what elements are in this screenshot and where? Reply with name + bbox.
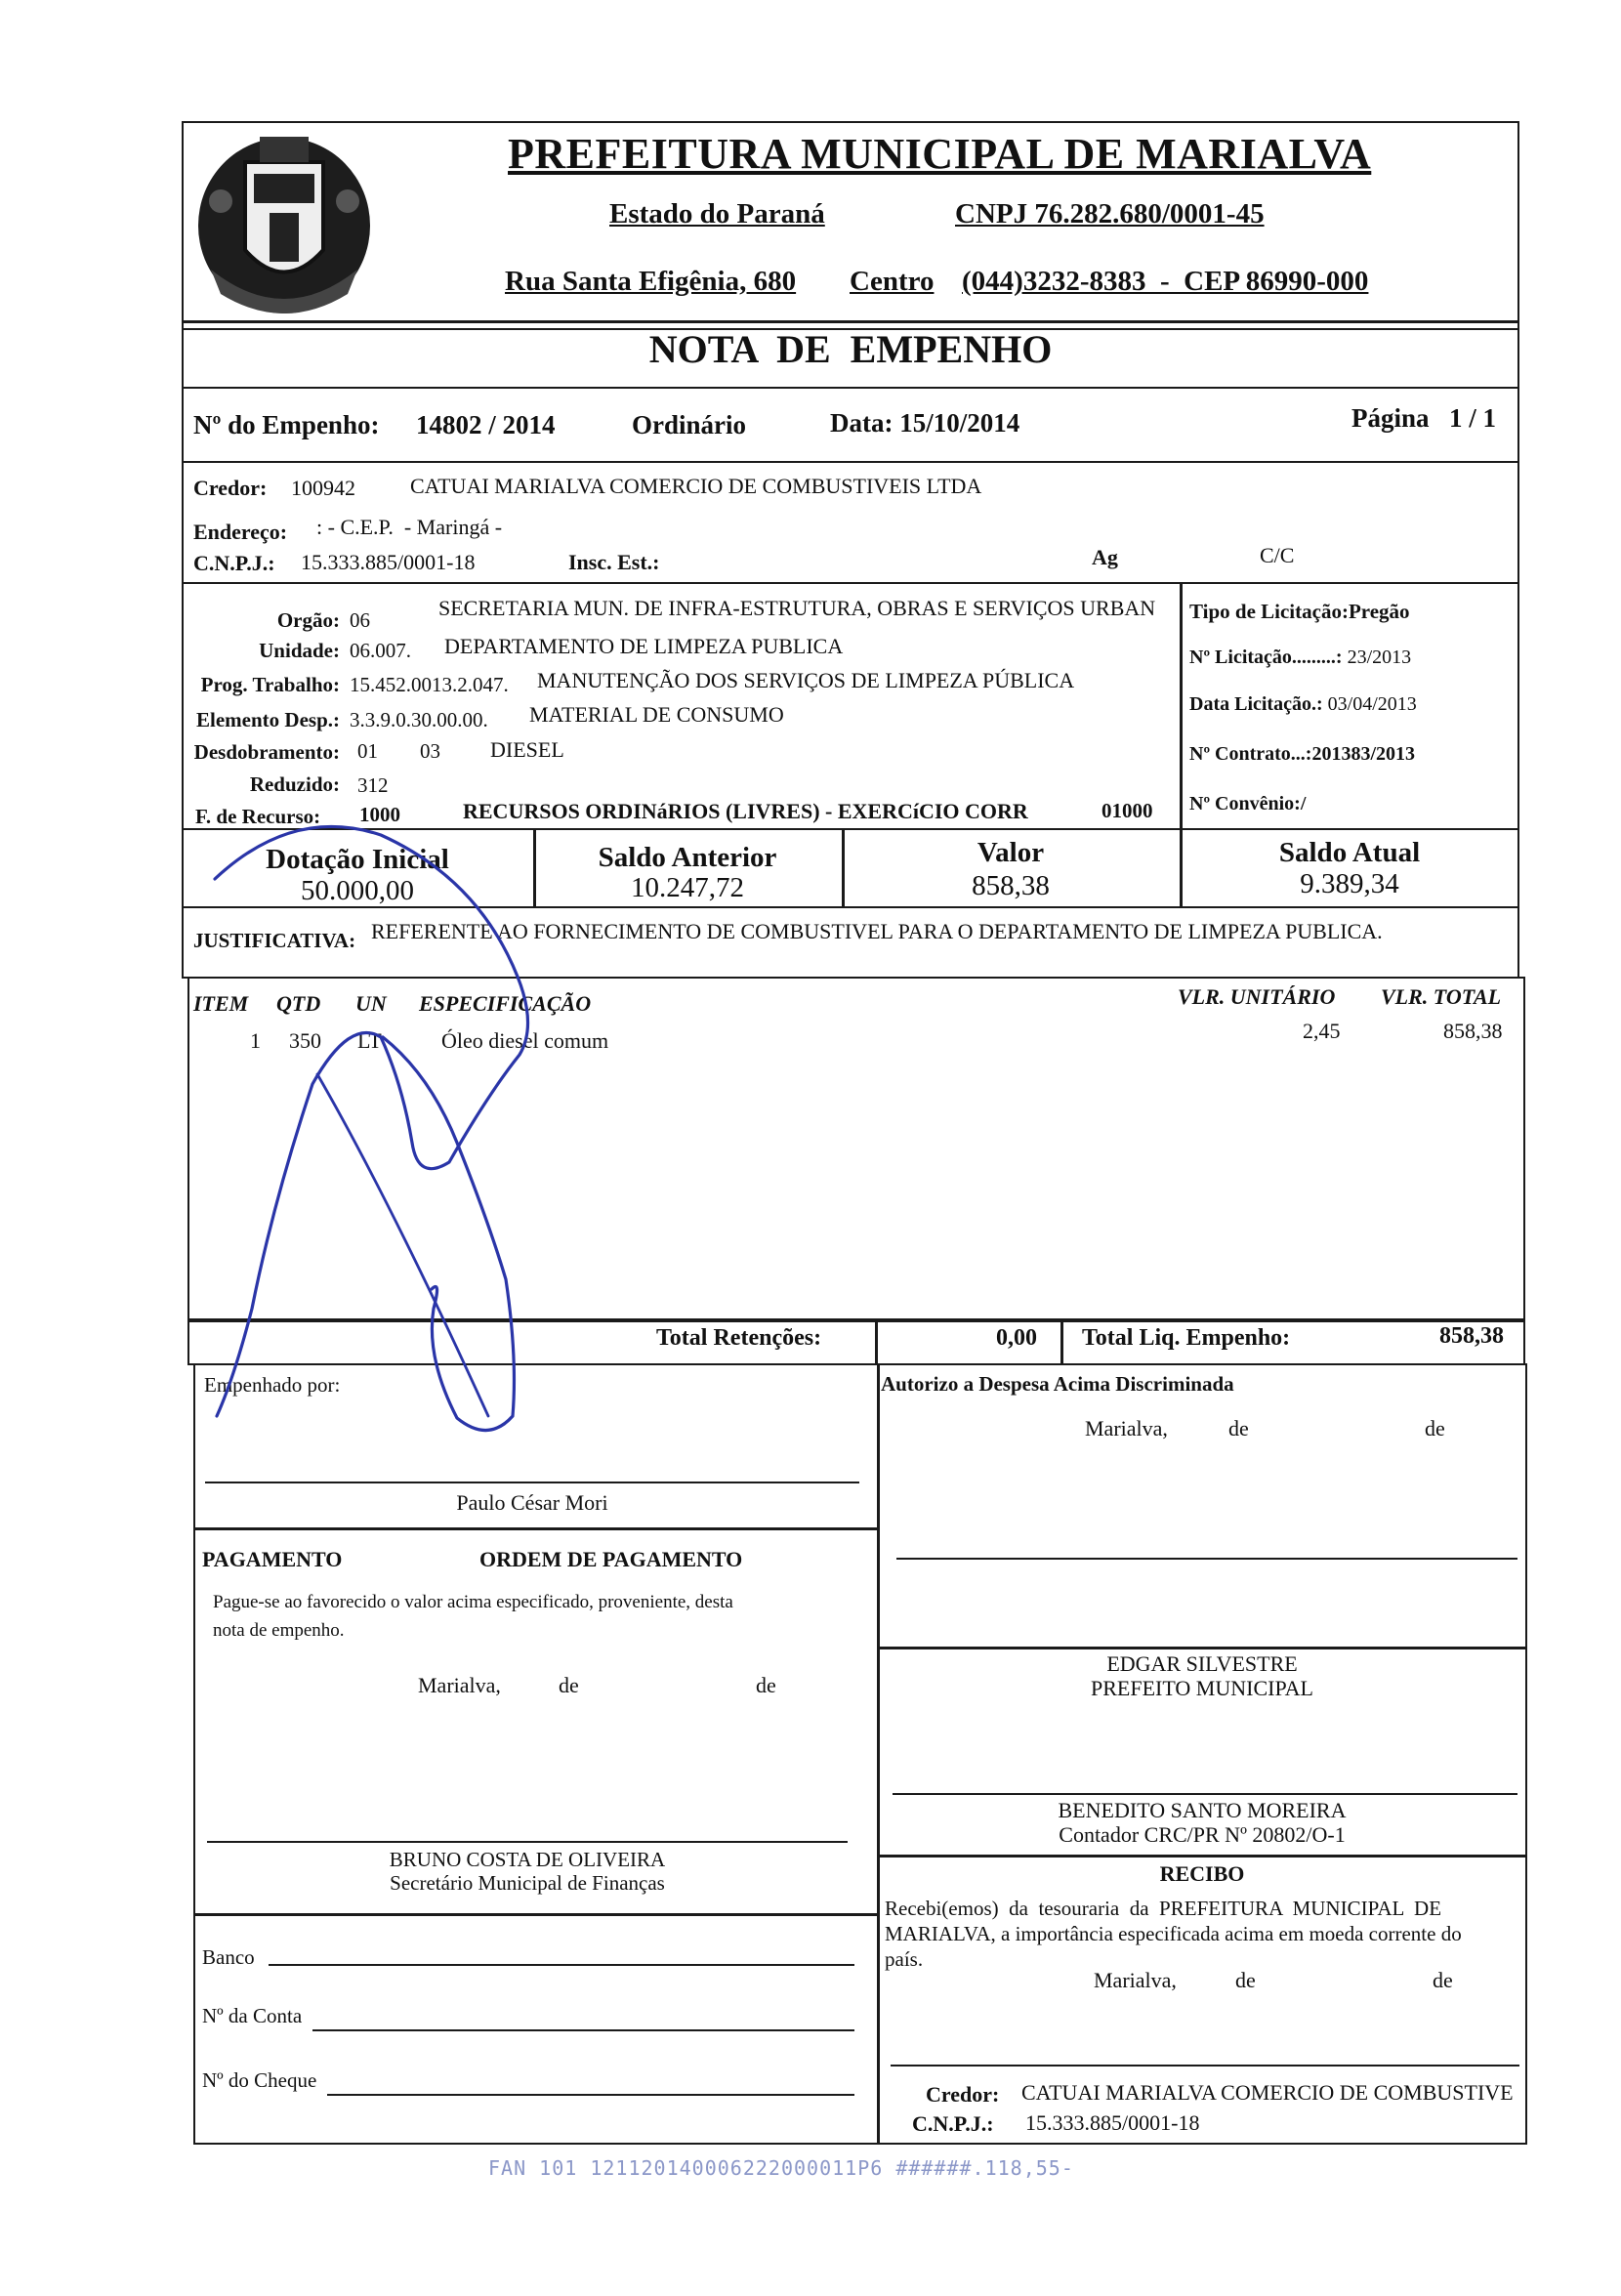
contador-role: Contador CRC/PR Nº 20802/O-1 [1059,1822,1346,1847]
valor-value: 858,38 [972,870,1050,901]
empenhado-label: Empenhado por: [204,1373,341,1397]
recibo-signature-line [891,2065,1519,2066]
credor-label: Credor: [193,476,268,500]
autorizo-bottom-line [877,1647,1527,1649]
retencoes-label: Total Retenções: [656,1325,822,1351]
recibo-cnpj-label: C.N.P.J.: [912,2111,994,2136]
row-vlr-unitario: 2,45 [1303,1019,1341,1043]
desdobramento-label: Desdobramento: [193,740,340,764]
tipo-licitacao [1189,600,1410,624]
prog-trabalho-desc: MANUTENÇÃO DOS SERVIÇOS DE LIMPEZA PÚBLICA [537,668,1075,692]
endereco-value: : - C.E.P. - Maringá - [316,515,503,539]
recibo-label: RECIBO [1159,1861,1245,1886]
contador-name: BENEDITO SANTO MOREIRA [1058,1798,1347,1822]
elemento-desp-label: Elemento Desp.: [196,708,340,731]
licitacao-date-row [1189,693,1417,716]
insc-est-label: Insc. Est.: [568,550,660,574]
municipality-title: PREFEITURA MUNICIPAL DE MARIALVA [508,130,1372,178]
contrato-text: Nº Contrato...:201383/2013 [1189,743,1416,765]
licitacao-date: 03/04/2013 [1327,693,1417,715]
prog-trabalho-code: 15.452.0013.2.047. [350,673,509,696]
prefeito-role: PREFEITO MUNICIPAL [1091,1676,1313,1700]
retencoes-value: 0,00 [996,1325,1037,1351]
elemento-desp-desc: MATERIAL DE CONSUMO [529,702,784,727]
autorizo-de-2: de [1425,1416,1445,1440]
pagamento-city: Marialva, [418,1673,501,1697]
recibo-credor-name: CATUAI MARIALVA COMERCIO DE COMBUSTIVE [1021,2080,1514,2105]
phone-cep-label: (044)3232-8383 - CEP 86990-000 [962,266,1369,297]
licitacao-date-label: Data Licitação.: [1189,693,1323,715]
recibo-de-2: de [1433,1968,1453,1992]
col-header-item: ITEM [193,991,249,1016]
pagamento-de-2: de [756,1673,776,1697]
conta-field[interactable] [312,2029,854,2031]
pagamento-text-2: nota de empenho. [213,1620,345,1641]
fonte-recurso-number: 01000 [1101,799,1153,822]
pagamento-de-1: de [559,1673,579,1697]
dotacao-inicial-label: Dotação Inicial [266,844,449,875]
recibo-de-1: de [1235,1968,1256,1992]
address-label: Rua Santa Efigênia, 680 [505,266,797,297]
autorizo-city: Marialva, [1085,1416,1168,1440]
reduzido-label: Reduzido: [249,772,340,796]
coat-of-arms-logo [191,123,377,324]
empenho-type: Ordinário [632,410,747,439]
col-header-vlr-total: VLR. TOTAL [1381,984,1502,1009]
autorizo-label: Autorizo a Despesa Acima Discriminada [881,1372,1234,1396]
row-qtd: 350 [289,1028,321,1053]
orgao-label: Orgão: [276,608,340,632]
saldo-atual-value: 9.389,34 [1300,868,1399,899]
state-label: Estado do Paraná [609,198,825,230]
cc-label: C/C [1260,543,1295,567]
recibo-top-line [877,1855,1527,1858]
autorizo-de-1: de [1228,1416,1249,1440]
contrato-number [1189,743,1415,766]
fonte-recurso-label: F. de Recurso: [195,805,321,828]
valor-label: Valor [977,837,1045,868]
document-title: NOTA DE EMPENHO [648,327,1053,371]
secretario-name: BRUNO COSTA DE OLIVEIRA [389,1848,666,1871]
credor-code: 100942 [291,476,355,500]
row-especificacao: Óleo diesel comum [441,1028,609,1053]
credor-cnpj-label: C.N.P.J.: [193,551,275,575]
fonte-recurso-desc: RECURSOS ORDINáRIOS (LIVRES) - EXERCíCIO CORR [463,799,1028,823]
row-vlr-total: 858,38 [1443,1019,1503,1043]
dotacao-inicial-value: 50.000,00 [301,875,414,906]
pagamento-label: PAGAMENTO [202,1547,343,1571]
col-header-un: UN [355,991,387,1016]
empenho-number-label: Nº do Empenho: [193,410,380,439]
recibo-text-3: país. [885,1947,924,1971]
saldo-anterior-value: 10.247,72 [631,872,744,903]
empenhado-signature-line [205,1482,859,1483]
empenho-number: 14802 / 2014 [416,410,556,439]
totals-divider-1 [875,1318,878,1365]
cheque-label: Nº do Cheque [202,2068,317,2092]
saldo-atual-label: Saldo Atual [1278,837,1421,868]
endereco-label: Endereço: [193,520,288,544]
reduzido-value: 312 [357,773,389,797]
justificativa-label: JUSTIFICATIVA: [193,929,356,952]
elemento-desp-code: 3.3.9.0.30.00.00. [350,708,488,731]
prefeito-name: EDGAR SILVESTRE [1106,1651,1298,1676]
pagamento-text-1: Pague-se ao favorecido o valor acima especificado, proveniente, desta [213,1592,733,1612]
credor-name: CATUAI MARIALVA COMERCIO DE COMBUSTIVEIS LTDA [410,474,982,498]
lower-section-box [193,1363,1527,2145]
saldo-anterior-label: Saldo Anterior [598,842,777,873]
cheque-field[interactable] [327,2094,854,2096]
empenhado-bottom-line [193,1527,877,1530]
autorizo-signature-line [896,1558,1517,1560]
cnpj-label: CNPJ 76.282.680/0001-45 [955,198,1265,230]
empenho-date: Data: 15/10/2014 [830,408,1020,438]
credor-cnpj: 15.333.885/0001-18 [301,550,476,574]
handwritten-signature [195,791,605,1475]
unidade-label: Unidade: [259,639,340,662]
ag-label: Ag [1092,545,1118,569]
page-label: Página [1351,403,1430,433]
orgao-code: 06 [350,608,370,632]
page-number: 1 / 1 [1449,403,1497,433]
recibo-credor-label: Credor: [926,2082,1000,2107]
desdobramento-a: 01 [357,739,378,763]
desdobramento-desc: DIESEL [490,737,564,762]
totals-divider-2 [1060,1318,1063,1365]
col-header-qtd: QTD [276,991,321,1016]
banco-top-line [193,1913,877,1916]
district-label: Centro [850,266,935,297]
orgao-desc: SECRETARIA MUN. DE INFRA-ESTRUTURA, OBRAS E SERVIÇOS URBAN [438,596,1156,620]
contador-signature-line [893,1793,1517,1795]
bank-stamp-code: FAN 101 121120140006222000011P6 ######.118,55- [488,2156,1074,2180]
unidade-desc: DEPARTAMENTO DE LIMPEZA PUBLICA [444,634,844,658]
lower-section-divider [877,1363,880,2145]
banco-field[interactable] [269,1964,854,1966]
ordem-pagamento-label: ORDEM DE PAGAMENTO [479,1547,743,1571]
col-header-especificacao: ESPECIFICAÇÃO [419,991,592,1016]
convenio-text: Nº Convênio:/ [1189,793,1307,814]
recibo-text-2: MARIALVA, a importância especificada acima em moeda corrente do [885,1922,1462,1945]
liquido-label: Total Liq. Empenho: [1082,1325,1291,1351]
recibo-text-1: Recebi(emos) da tesouraria da PREFEITURA MUNICIPAL DE [885,1897,1442,1920]
recibo-cnpj-value: 15.333.885/0001-18 [1025,2110,1200,2135]
convenio-number [1189,793,1306,815]
row-item: 1 [250,1028,261,1053]
conta-label: Nº da Conta [202,2004,303,2027]
desdobramento-b: 03 [420,739,440,763]
licitacao-number: 23/2013 [1347,647,1412,668]
prog-trabalho-label: Prog. Trabalho: [200,673,340,696]
justificativa-text: REFERENTE AO FORNECIMENTO DE COMBUSTIVEL PARA O DEPARTAMENTO DE LIMPEZA PUBLICA. [371,919,1383,943]
empenhado-signer: Paulo César Mori [456,1490,608,1515]
licitacao-divider [1180,582,1183,830]
secretario-signature-line [207,1841,848,1843]
fonte-recurso-code: 1000 [359,803,400,826]
unidade-code: 06.007. [350,639,411,662]
licitacao-number-row [1189,647,1411,669]
recibo-city: Marialva, [1094,1968,1177,1992]
banco-label: Banco [202,1945,255,1969]
tipo-licitacao-text: Tipo de Licitação:Pregão [1189,600,1410,623]
licitacao-number-label: Nº Licitação.........: [1189,647,1343,668]
col-header-vlr-unitario: VLR. UNITÁRIO [1178,984,1336,1009]
liquido-value: 858,38 [1439,1323,1504,1349]
secretario-role: Secretário Municipal de Finanças [390,1871,665,1895]
row-un: LT [357,1028,382,1053]
